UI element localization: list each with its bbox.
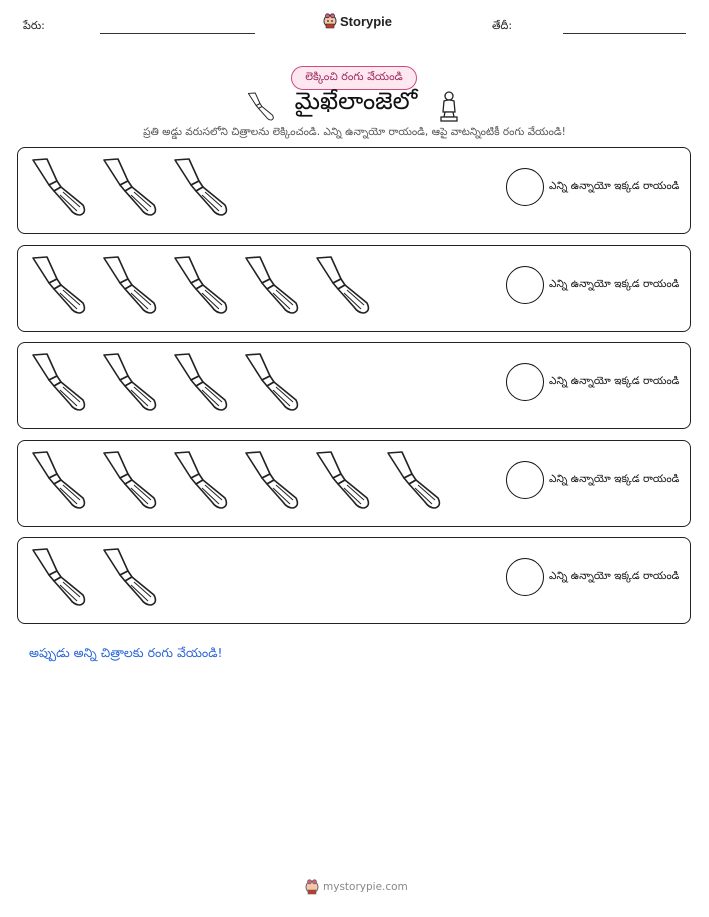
date-field[interactable] — [563, 33, 686, 34]
palette-knife-icon — [172, 352, 230, 414]
footer-note: అప్పుడు అన్ని చిత్రాలకు రంగు వేయండి! — [29, 645, 223, 660]
statue-icon — [438, 90, 460, 122]
palette-knife-icon — [30, 255, 88, 317]
date-label: తేదీ: — [492, 19, 513, 32]
answer-circle[interactable] — [506, 558, 544, 596]
footer — [305, 879, 408, 895]
footer-site: mystorypie.com — [323, 881, 408, 893]
palette-knife-icon — [246, 92, 276, 122]
count-row — [17, 245, 691, 332]
answer-prompt: ఎన్ని ఉన్నాయో ఇక్కడ రాయండి — [549, 375, 680, 387]
answer-circle[interactable] — [506, 461, 544, 499]
brand-name: Storypie — [340, 13, 393, 29]
count-row — [17, 537, 691, 624]
brand-logo — [323, 13, 392, 29]
palette-knife-icon — [101, 352, 159, 414]
palette-knife-icon — [172, 255, 230, 317]
palette-knife-icon — [243, 255, 301, 317]
page-title: మైఖేలాంజెలో — [294, 87, 418, 115]
palette-knife-icon — [30, 547, 88, 609]
name-label: పేరు: — [23, 19, 45, 32]
storypie-logo-icon — [323, 13, 337, 29]
palette-knife-icon — [385, 450, 443, 512]
palette-knife-icon — [243, 352, 301, 414]
answer-prompt: ఎన్ని ఉన్నాయో ఇక్కడ రాయండి — [549, 278, 680, 290]
storypie-logo-icon — [305, 879, 319, 895]
answer-prompt: ఎన్ని ఉన్నాయో ఇక్కడ రాయండి — [549, 180, 680, 192]
answer-prompt: ఎన్ని ఉన్నాయో ఇక్కడ రాయండి — [549, 473, 680, 485]
palette-knife-icon — [30, 450, 88, 512]
activity-badge: లెక్కించి రంగు వేయండి — [291, 66, 417, 90]
count-row — [17, 440, 691, 527]
palette-knife-icon — [172, 157, 230, 219]
answer-circle[interactable] — [506, 363, 544, 401]
palette-knife-icon — [30, 352, 88, 414]
palette-knife-icon — [101, 157, 159, 219]
palette-knife-icon — [314, 255, 372, 317]
answer-circle[interactable] — [506, 266, 544, 304]
palette-knife-icon — [172, 450, 230, 512]
palette-knife-icon — [30, 157, 88, 219]
palette-knife-icon — [101, 450, 159, 512]
count-row — [17, 342, 691, 429]
palette-knife-icon — [101, 547, 159, 609]
palette-knife-icon — [314, 450, 372, 512]
answer-prompt: ఎన్ని ఉన్నాయో ఇక్కడ రాయండి — [549, 570, 680, 582]
instructions: ప్రతి అడ్డు వరుసలోని చిత్రాలను లెక్కించండి. ఎన్ని ఉన్నాయో రాయండి, ఆపై వాటన్నింటికీ రంగు వేయండి! — [143, 126, 566, 138]
palette-knife-icon — [243, 450, 301, 512]
answer-circle[interactable] — [506, 168, 544, 206]
count-row — [17, 147, 691, 234]
name-field[interactable] — [100, 33, 255, 34]
palette-knife-icon — [101, 255, 159, 317]
